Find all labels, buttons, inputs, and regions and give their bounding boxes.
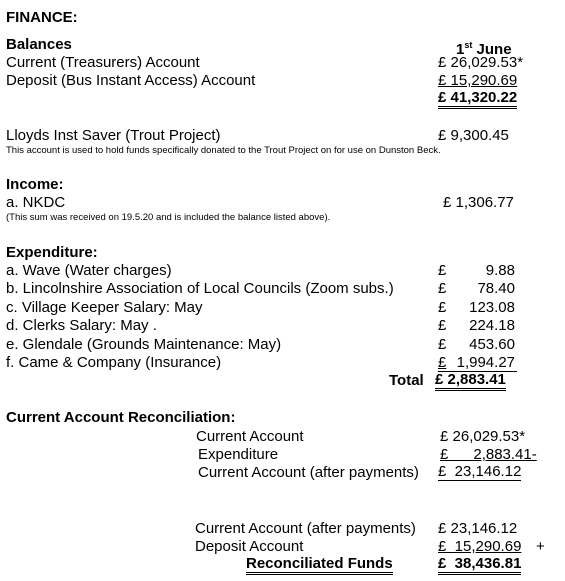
balance-label-current: Current (Treasurers) Account [6,54,200,71]
income-amount: £ 1,306.77 [443,194,514,211]
expenditure-value-d: 224.18 [469,317,515,334]
expenditure-value-f: 1,994.27 [456,354,515,371]
balance-amount-current: £ 26,029.53* [438,54,524,71]
recon2-amount-after-payments: £ 23,146.12 [438,520,518,537]
recon2-plus-sign: + [536,538,545,555]
expenditure-underline-f [438,354,517,372]
reconciled-funds-label: Reconciliated Funds [246,556,393,575]
expenditure-currency-b: £ [438,280,447,297]
date-day: 1 [456,41,465,58]
recon-amount-expenditure: £ 2,883.41- [440,446,537,463]
expenditure-label-f: f. Came & Company (Insurance) [6,354,222,371]
income-note: (This sum was received on 19.5.20 and is included the balance listed above). [6,212,331,223]
expenditure-label-a: a. Wave (Water charges) [6,262,172,279]
lloyds-amount: £ 9,300.45 [438,127,509,144]
expenditure-label-c: c. Village Keeper Salary: May [6,299,203,316]
lloyds-label: Lloyds Inst Saver (Trout Project) [6,127,221,144]
expenditure-label-d: d. Clerks Salary: May . [6,317,157,334]
expenditure-total-label: Total [389,372,424,389]
recon-amount-current: £ 26,029.53* [440,428,526,445]
balance-label-deposit: Deposit (Bus Instant Access) Account [6,72,256,89]
expenditure-currency-f: £ [438,354,447,371]
recon-amount-after-payments: £ 23,146.12 [438,463,522,480]
balances-heading: Balances [6,36,72,53]
recon2-label-deposit: Deposit Account [195,538,304,555]
date-month: June [472,41,512,58]
expenditure-currency-d: £ [438,317,447,334]
lloyds-note: This account is used to hold funds specifically donated to the Trout Project on for use on Dunston Beck. [6,145,441,156]
recon2-amount-deposit: £ 15,290.69 [438,538,522,555]
expenditure-value-b: 78.40 [477,280,515,297]
recon-label-expenditure: Expenditure [198,446,279,463]
page-title: FINANCE: [6,9,78,26]
reconciled-funds-amount: £ 38,436.81 [438,556,521,575]
expenditure-total: £ 2,883.41 [435,372,506,391]
recon-label-after-payments: Current Account (after payments) [198,464,419,481]
income-item: a. NKDC [6,194,66,211]
expenditure-currency-c: £ [438,299,447,316]
expenditure-value-c: 123.08 [469,299,515,316]
recon-label-current: Current Account [196,428,304,445]
date-ordinal: st [464,40,473,50]
balance-amount-deposit: £ 15,290.69 [438,72,518,89]
balance-total: £ 41,320.22 [438,90,517,109]
expenditure-value-e: 453.60 [469,336,515,353]
recon2-label-after-payments: Current Account (after payments) [195,520,416,537]
income-heading: Income: [6,176,64,193]
expenditure-heading: Expenditure: [6,244,98,261]
expenditure-label-e: e. Glendale (Grounds Maintenance: May) [6,336,282,353]
reconciliation-heading: Current Account Reconciliation: [6,409,236,426]
expenditure-currency-e: £ [438,336,447,353]
expenditure-label-b: b. Lincolnshire Association of Local Councils (Zoom subs.) [6,280,394,297]
expenditure-value-a: 9.88 [485,262,515,279]
expenditure-currency-a: £ [438,262,447,279]
